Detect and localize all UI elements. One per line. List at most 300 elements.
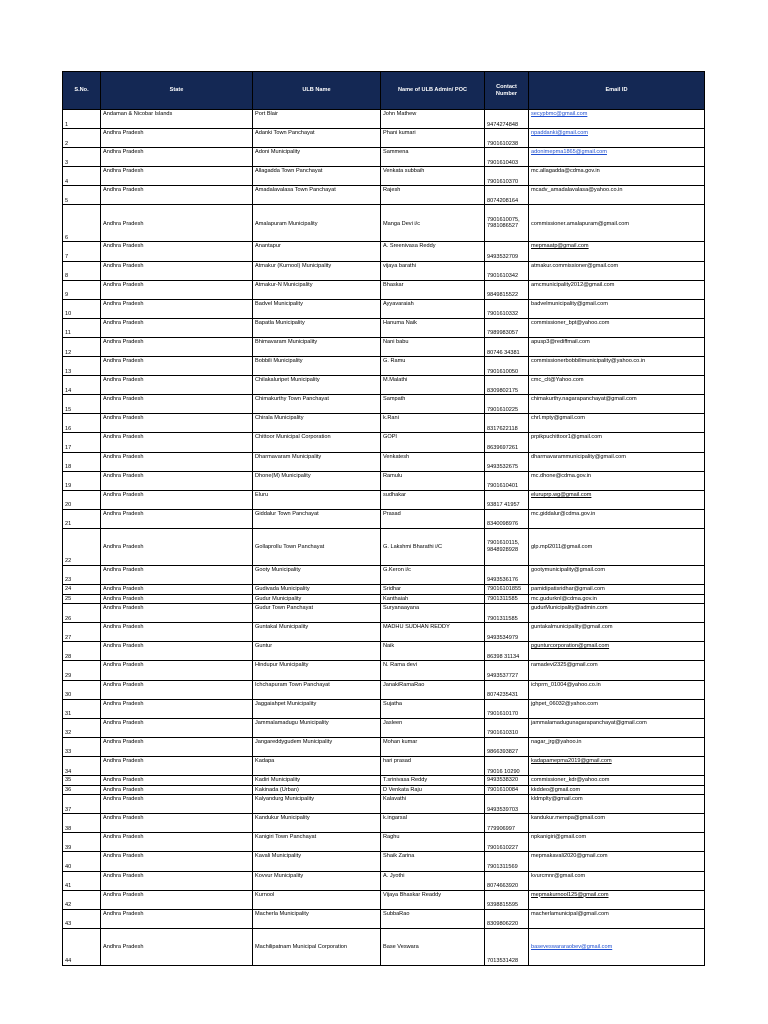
cell-sno: 5: [63, 186, 101, 205]
cell-ulb-name: Jammalamadugu Municipality: [253, 718, 381, 737]
table-row: [63, 376, 705, 395]
cell-state: Andaman & Nicobar Islands: [101, 110, 253, 129]
table-row: [63, 785, 705, 795]
email-link: nagar_jrg@yahoo.in: [531, 738, 582, 745]
cell-ulb-name: Chittoor Municipal Corporation: [253, 433, 381, 452]
cell-admin: Raghu: [381, 833, 485, 852]
table-row: [63, 433, 705, 452]
cell-email: [529, 528, 705, 565]
table-row: [63, 776, 705, 786]
cell-sno: 44: [63, 928, 101, 965]
cell-admin: Prasad: [381, 509, 485, 528]
cell-contact: 9493534979: [485, 623, 529, 642]
table-row: [63, 318, 705, 337]
cell-state: Andhra Pradesh: [101, 490, 253, 509]
cell-email: [529, 814, 705, 833]
cell-admin: SubbaRao: [381, 909, 485, 928]
cell-ulb-name: Chirala Municipality: [253, 414, 381, 433]
cell-admin: Venkata subbaih: [381, 167, 485, 186]
table-row: [63, 280, 705, 299]
cell-email: [529, 833, 705, 852]
cell-sno: 8: [63, 261, 101, 280]
cell-admin: Sampath: [381, 395, 485, 414]
cell-contact: 8074663920: [485, 871, 529, 890]
email-link: glp.mpl2011@gmail.com: [531, 544, 593, 551]
cell-state: Andhra Pradesh: [101, 604, 253, 623]
cell-contact: 9493536176: [485, 565, 529, 584]
table-row: [63, 414, 705, 433]
cell-email: [529, 642, 705, 661]
cell-admin: MADHU SUDHAN REDDY: [381, 623, 485, 642]
cell-email: [529, 471, 705, 490]
cell-sno: 30: [63, 680, 101, 699]
cell-sno: 18: [63, 452, 101, 471]
cell-state: Andhra Pradesh: [101, 452, 253, 471]
table-row: [63, 357, 705, 376]
cell-email: [529, 186, 705, 205]
cell-contact: 8309806220: [485, 909, 529, 928]
cell-sno: 20: [63, 490, 101, 509]
cell-contact: 7901610401: [485, 471, 529, 490]
cell-email: [529, 785, 705, 795]
cell-contact: 7901610238: [485, 129, 529, 148]
table-row: [63, 584, 705, 594]
cell-email: [529, 242, 705, 261]
cell-ulb-name: Gudivada Municipality: [253, 584, 381, 594]
cell-contact: 7901610084: [485, 785, 529, 795]
cell-email: [529, 594, 705, 604]
table-row: [63, 795, 705, 814]
table-row: [63, 756, 705, 775]
cell-contact: 7989983057: [485, 318, 529, 337]
cell-sno: 23: [63, 565, 101, 584]
cell-admin: k.Rani: [381, 414, 485, 433]
cell-ulb-name: Kanigiri Town Panchayat: [253, 833, 381, 852]
email-link: badvelmunicipality@gmail.com: [531, 300, 608, 307]
email-link[interactable]: adonimepma1865@gmail.com: [531, 149, 607, 156]
cell-email: [529, 795, 705, 814]
cell-state: Andhra Pradesh: [101, 280, 253, 299]
cell-state: Andhra Pradesh: [101, 261, 253, 280]
email-link[interactable]: mepmakurnool125@gmail.com: [531, 891, 609, 898]
cell-admin: Ramulu: [381, 471, 485, 490]
cell-contact: 86398 31134: [485, 642, 529, 661]
email-link[interactable]: npaddanki@gmail.com: [531, 130, 588, 137]
cell-ulb-name: Bapatla Municipality: [253, 318, 381, 337]
cell-sno: 15: [63, 395, 101, 414]
cell-ulb-name: Chimakurthy Town Panchayat: [253, 395, 381, 414]
table-row: [63, 604, 705, 623]
header-contact: Contact Number: [485, 72, 529, 110]
cell-sno: 11: [63, 318, 101, 337]
email-link: kldmplty@gmail.com: [531, 796, 583, 803]
cell-sno: 13: [63, 357, 101, 376]
cell-admin: Jasleen: [381, 718, 485, 737]
cell-state: Andhra Pradesh: [101, 890, 253, 909]
cell-admin: Sridhar: [381, 584, 485, 594]
email-link: kandukur.mempa@gmail.com: [531, 815, 606, 822]
cell-state: Andhra Pradesh: [101, 680, 253, 699]
email-link: amcmunicipality2012@gmail.com: [531, 281, 615, 288]
cell-state: Andhra Pradesh: [101, 167, 253, 186]
cell-sno: 43: [63, 909, 101, 928]
cell-admin: M.Malathi: [381, 376, 485, 395]
cell-sno: 2: [63, 129, 101, 148]
cell-contact: 9398815595: [485, 890, 529, 909]
table-row: [63, 890, 705, 909]
cell-state: Andhra Pradesh: [101, 565, 253, 584]
table-row: [63, 205, 705, 242]
email-link: mc.giddalur@cdma.gov.in: [531, 510, 596, 517]
email-link[interactable]: baseveswararaobev@gmail.com: [531, 944, 613, 951]
cell-ulb-name: Gudur Municipality: [253, 594, 381, 604]
cell-ulb-name: Kavali Municipality: [253, 852, 381, 871]
cell-contact: 9493532675: [485, 452, 529, 471]
cell-ulb-name: Guntakal Municipality: [253, 623, 381, 642]
cell-sno: 33: [63, 737, 101, 756]
cell-admin: Vijaya Bhaskar Readdy: [381, 890, 485, 909]
cell-admin: Suryanaayana: [381, 604, 485, 623]
table-row: [63, 110, 705, 129]
table-row: [63, 680, 705, 699]
table-row: [63, 452, 705, 471]
cell-email: [529, 148, 705, 167]
cell-contact: 9493532709: [485, 242, 529, 261]
cell-contact: 7901311585: [485, 594, 529, 604]
cell-sno: 28: [63, 642, 101, 661]
email-link: jghpet_06032@yahoo.com: [531, 700, 598, 707]
email-link[interactable]: kadapamepma2019@gmail.com: [531, 757, 612, 764]
cell-contact: 7901610170: [485, 699, 529, 718]
table-row: [63, 594, 705, 604]
email-link: prpikpuchittoor1@gmail.com: [531, 434, 602, 441]
email-link[interactable]: secypbmc@gmail.com: [531, 111, 588, 117]
cell-sno: 4: [63, 167, 101, 186]
cell-admin: Naik: [381, 642, 485, 661]
cell-email: [529, 909, 705, 928]
cell-admin: GOPI: [381, 433, 485, 452]
cell-admin: Manga Devi i/c: [381, 205, 485, 242]
cell-email: [529, 129, 705, 148]
ulb-contact-table: [62, 71, 705, 966]
cell-ulb-name: Bobbili Municipality: [253, 357, 381, 376]
email-link[interactable]: pgunturcorporation@gmail.com: [531, 643, 610, 650]
cell-admin: vijaya barathi: [381, 261, 485, 280]
email-link: kkddeo@gmail.com: [531, 786, 581, 793]
cell-email: [529, 756, 705, 775]
cell-ulb-name: Kovvur Municipality: [253, 871, 381, 890]
cell-sno: 38: [63, 814, 101, 833]
cell-sno: 10: [63, 299, 101, 318]
cell-contact: 8074235431: [485, 680, 529, 699]
cell-email: [529, 661, 705, 680]
cell-email: [529, 584, 705, 594]
cell-contact: 7901610225: [485, 395, 529, 414]
cell-sno: 40: [63, 852, 101, 871]
cell-email: [529, 852, 705, 871]
table-row: [63, 814, 705, 833]
cell-email: [529, 337, 705, 356]
cell-contact: 7901610227: [485, 833, 529, 852]
cell-state: Andhra Pradesh: [101, 395, 253, 414]
cell-admin: G. Ramu: [381, 357, 485, 376]
cell-email: [529, 261, 705, 280]
cell-email: [529, 414, 705, 433]
cell-sno: 16: [63, 414, 101, 433]
cell-email: [529, 280, 705, 299]
cell-email: [529, 509, 705, 528]
cell-contact: 7901610310: [485, 718, 529, 737]
table-row: [63, 261, 705, 280]
cell-state: Andhra Pradesh: [101, 909, 253, 928]
email-link: mc.gudurknl@cdma.gov.in: [531, 595, 597, 602]
cell-sno: 37: [63, 795, 101, 814]
cell-state: Andhra Pradesh: [101, 318, 253, 337]
email-link[interactable]: eluruprp.wg@gmail.com: [531, 491, 592, 498]
cell-email: [529, 318, 705, 337]
table-row: [63, 471, 705, 490]
cell-state: Andhra Pradesh: [101, 776, 253, 786]
cell-state: Andhra Pradesh: [101, 242, 253, 261]
cell-contact: 8317622118: [485, 414, 529, 433]
table-row: [63, 509, 705, 528]
cell-ulb-name: Kadapa: [253, 756, 381, 775]
cell-ulb-name: Kakinada (Urban): [253, 785, 381, 795]
cell-sno: 14: [63, 376, 101, 395]
cell-state: Andhra Pradesh: [101, 642, 253, 661]
cell-contact: 779906997: [485, 814, 529, 833]
cell-admin: sudhakar: [381, 490, 485, 509]
table-row: [63, 661, 705, 680]
cell-email: [529, 490, 705, 509]
cell-contact: 8639697261: [485, 433, 529, 452]
cell-state: Andhra Pradesh: [101, 814, 253, 833]
cell-ulb-name: Kandukur Municipality: [253, 814, 381, 833]
cell-admin: JanakiRamaRao: [381, 680, 485, 699]
cell-admin: G.Keron i/c: [381, 565, 485, 584]
cell-contact: 9849815522: [485, 280, 529, 299]
cell-contact: 80746 34381: [485, 337, 529, 356]
cell-sno: 31: [63, 699, 101, 718]
cell-state: Andhra Pradesh: [101, 433, 253, 452]
cell-state: Andhra Pradesh: [101, 528, 253, 565]
cell-state: Andhra Pradesh: [101, 594, 253, 604]
cell-admin: Kalavathi: [381, 795, 485, 814]
table-row: [63, 852, 705, 871]
cell-admin: A. Sreenivasa Reddy: [381, 242, 485, 261]
email-link: commissioner_kdr@yahoo.com: [531, 777, 610, 784]
header-ulb-name: ULB Name: [253, 72, 381, 110]
cell-ulb-name: Amadalavalasa Town Panchayat: [253, 186, 381, 205]
cell-contact: 9493539703: [485, 795, 529, 814]
cell-contact: 7901610342: [485, 261, 529, 280]
table-body: [63, 110, 705, 966]
cell-admin: Sujatha: [381, 699, 485, 718]
cell-sno: 24: [63, 584, 101, 594]
cell-contact: 7901610370: [485, 167, 529, 186]
table-row: [63, 928, 705, 965]
email-link: gudurMunicipality@admin.com: [531, 605, 608, 612]
cell-contact: 7901610050: [485, 357, 529, 376]
table-header-row: [63, 72, 705, 110]
cell-sno: 25: [63, 594, 101, 604]
cell-ulb-name: Hindupur Municipality: [253, 661, 381, 680]
cell-ulb-name: Gudur Town Panchayat: [253, 604, 381, 623]
cell-contact: 7901610075, 7981086527: [485, 205, 529, 242]
cell-admin: T.srinivasa Reddy: [381, 776, 485, 786]
cell-state: Andhra Pradesh: [101, 623, 253, 642]
table-row: [63, 528, 705, 565]
cell-state: Andhra Pradesh: [101, 414, 253, 433]
table-row: [63, 871, 705, 890]
cell-admin: Venkatesh: [381, 452, 485, 471]
cell-state: Andhra Pradesh: [101, 661, 253, 680]
cell-contact: 9493538320: [485, 776, 529, 786]
cell-sno: 1: [63, 110, 101, 129]
email-link: commissioner_bpt@yahoo.com: [531, 319, 610, 326]
cell-state: Andhra Pradesh: [101, 129, 253, 148]
email-link: mc.allagadda@cdma.gov.in: [531, 168, 600, 175]
cell-sno: 32: [63, 718, 101, 737]
cell-contact: 7901610403: [485, 148, 529, 167]
cell-ulb-name: Atmakur (Kurnool) Municipality: [253, 261, 381, 280]
email-link: guntakalmunicipality@gmail.com: [531, 624, 613, 631]
cell-ulb-name: Jangareddygudem Municipality: [253, 737, 381, 756]
cell-ulb-name: Adoni Municipality: [253, 148, 381, 167]
cell-contact: 8340098976: [485, 509, 529, 528]
email-link: npkanigiri@gmail.com: [531, 834, 587, 841]
table-row: [63, 623, 705, 642]
table-row: [63, 129, 705, 148]
cell-email: [529, 890, 705, 909]
cell-contact: 9474274848: [485, 110, 529, 129]
cell-sno: 41: [63, 871, 101, 890]
cell-admin: Base Veswara: [381, 928, 485, 965]
cell-contact: 9866393827: [485, 737, 529, 756]
cell-sno: 22: [63, 528, 101, 565]
cell-sno: 9: [63, 280, 101, 299]
cell-sno: 19: [63, 471, 101, 490]
cell-state: Andhra Pradesh: [101, 205, 253, 242]
cell-ulb-name: Badvel Municipality: [253, 299, 381, 318]
cell-admin: Rajesh: [381, 186, 485, 205]
cell-email: [529, 395, 705, 414]
email-link: gootymunicipality@gmail.com: [531, 566, 606, 573]
cell-state: Andhra Pradesh: [101, 299, 253, 318]
cell-sno: 26: [63, 604, 101, 623]
cell-ulb-name: Chilakaluripet Municipality: [253, 376, 381, 395]
table-row: [63, 395, 705, 414]
cell-state: Andhra Pradesh: [101, 871, 253, 890]
cell-state: Andhra Pradesh: [101, 718, 253, 737]
email-link: mc.dhone@cdma.gov.in: [531, 472, 591, 479]
cell-ulb-name: Port Blair: [253, 110, 381, 129]
cell-state: Andhra Pradesh: [101, 186, 253, 205]
cell-admin: Phani kumari: [381, 129, 485, 148]
cell-sno: 6: [63, 205, 101, 242]
email-link: mepmakavali2020@gmail.com: [531, 853, 608, 860]
email-link: chimakurthy.nagarapanchayat@gmail.com: [531, 396, 637, 403]
cell-ulb-name: Dharmavaram Municipality: [253, 452, 381, 471]
cell-contact: 7013531428: [485, 928, 529, 965]
cell-contact: 8309802175: [485, 376, 529, 395]
cell-ulb-name: Ichchapuram Town Panchayat: [253, 680, 381, 699]
cell-email: [529, 737, 705, 756]
cell-email: [529, 776, 705, 786]
cell-ulb-name: Allagadda Town Panchayat: [253, 167, 381, 186]
cell-email: [529, 623, 705, 642]
cell-admin: Nani babu: [381, 337, 485, 356]
cell-state: Andhra Pradesh: [101, 833, 253, 852]
cell-ulb-name: Atmakur-N Municipality: [253, 280, 381, 299]
cell-email: [529, 299, 705, 318]
table-row: [63, 718, 705, 737]
cell-sno: 36: [63, 785, 101, 795]
table-row: [63, 699, 705, 718]
cell-sno: 3: [63, 148, 101, 167]
email-link: commissionerbobbilimunicipality@yahoo.co.in: [531, 358, 646, 365]
cell-ulb-name: Macherla Municipality: [253, 909, 381, 928]
cell-contact: 7901610332: [485, 299, 529, 318]
table-row: [63, 299, 705, 318]
cell-email: [529, 357, 705, 376]
table-row: [63, 565, 705, 584]
cell-contact: 7901610115, 9848928928: [485, 528, 529, 565]
email-link: ichprm_01004@yahoo.co.in: [531, 681, 601, 688]
table-row: [63, 337, 705, 356]
cell-contact: 79016 10290: [485, 756, 529, 775]
cell-sno: 12: [63, 337, 101, 356]
cell-admin: k.ingarsal: [381, 814, 485, 833]
cell-state: Andhra Pradesh: [101, 584, 253, 594]
cell-email: [529, 205, 705, 242]
cell-ulb-name: Jaggaiahpet Municipality: [253, 699, 381, 718]
cell-contact: 7901311585: [485, 604, 529, 623]
cell-state: Andhra Pradesh: [101, 785, 253, 795]
cell-ulb-name: Gooty Municipality: [253, 565, 381, 584]
cell-state: Andhra Pradesh: [101, 148, 253, 167]
cell-state: Andhra Pradesh: [101, 509, 253, 528]
cell-admin: Ayyavaraiah: [381, 299, 485, 318]
header-sno: S.No.: [63, 72, 101, 110]
cell-ulb-name: Anantapur: [253, 242, 381, 261]
email-link: macherlamunicipal@gmail.com: [531, 910, 609, 917]
email-link[interactable]: mepmaatp@gmail.com: [531, 243, 589, 250]
cell-sno: 17: [63, 433, 101, 452]
cell-ulb-name: Guntur: [253, 642, 381, 661]
cell-state: Andhra Pradesh: [101, 795, 253, 814]
table-row: [63, 833, 705, 852]
cell-email: [529, 680, 705, 699]
cell-sno: 34: [63, 756, 101, 775]
cell-sno: 39: [63, 833, 101, 852]
email-link: ramadevi2325@gmail.com: [531, 662, 598, 669]
cell-email: [529, 376, 705, 395]
table-row: [63, 186, 705, 205]
email-link: dharmavarammunicipality@gmail.com: [531, 453, 626, 460]
cell-ulb-name: Kalyandurg Municipality: [253, 795, 381, 814]
cell-ulb-name: Eluru: [253, 490, 381, 509]
email-link: commissioner.amalapuram@gmail.com: [531, 220, 630, 227]
table-row: [63, 167, 705, 186]
email-link: mcadv_amadalavalasa@yahoo.co.in: [531, 187, 623, 194]
cell-admin: John Mathew: [381, 110, 485, 129]
cell-email: [529, 452, 705, 471]
cell-admin: Sammena: [381, 148, 485, 167]
email-link: atmakur.commissioner@gmail.com: [531, 262, 619, 269]
email-link: cmc_clt@Yahoo.com: [531, 377, 584, 384]
cell-email: [529, 110, 705, 129]
